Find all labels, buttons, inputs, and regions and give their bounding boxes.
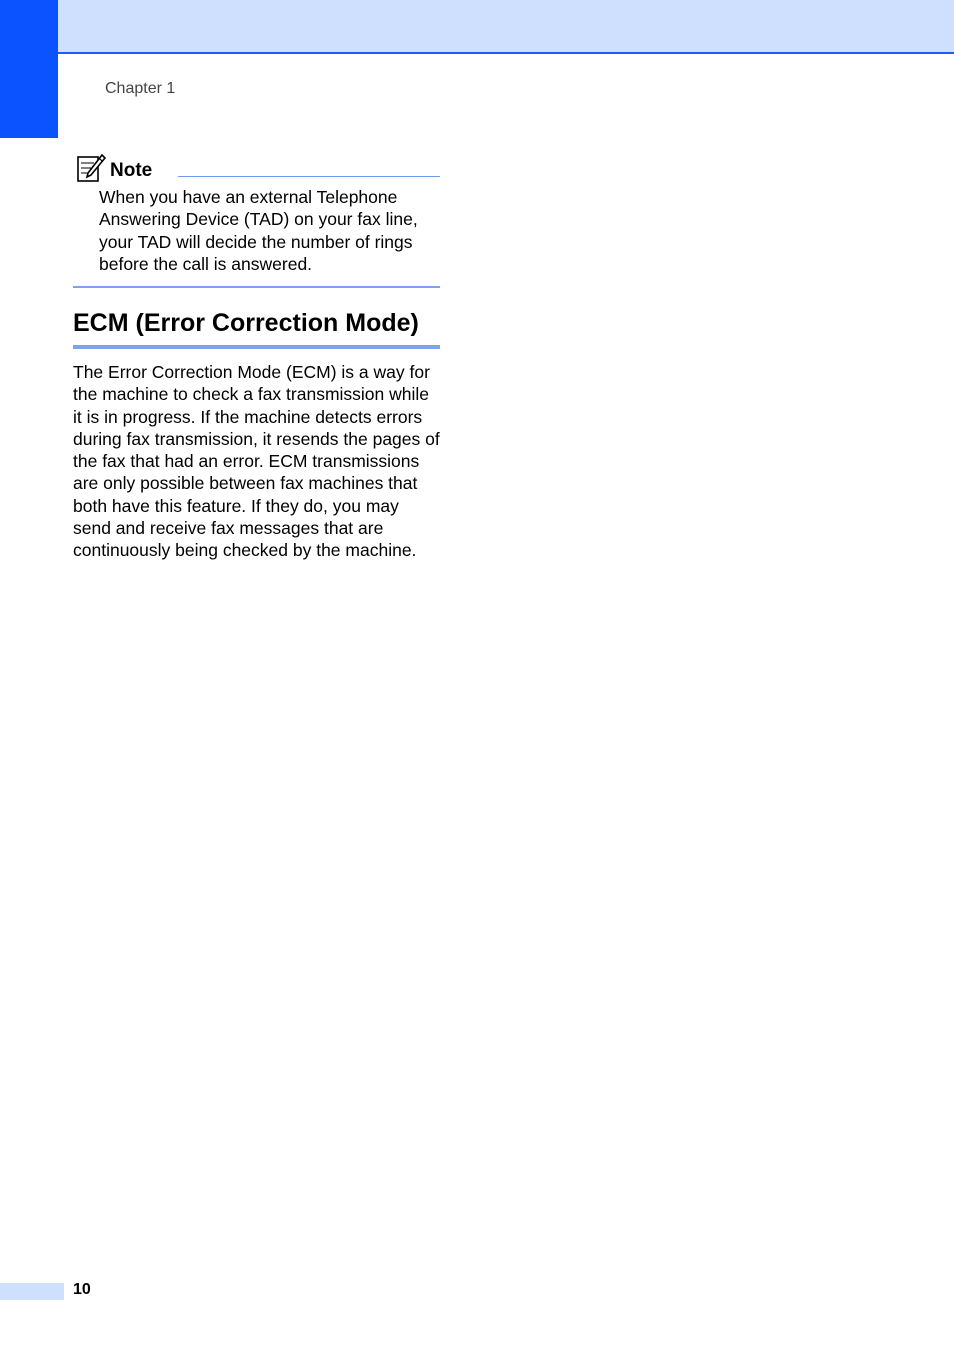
note-pencil-icon [76, 153, 106, 183]
note-divider-top [178, 176, 440, 177]
header-band [58, 0, 954, 54]
note-title: Note [110, 160, 153, 181]
section-body: The Error Correction Mode (ECM) is a way for the machine to check a fax transmission while it is in progress. If the machine detects errors during fax transmission, it resends the pages of the fax that had an error. ECM transmissions are only possible between fax machines that both have this feature. If they do, you may send and receive fax messages that are continuously being checked by the machine. [73, 362, 440, 561]
note-divider-bottom [73, 286, 440, 288]
page-number: 10 [73, 1281, 91, 1298]
section-heading: ECM (Error Correction Mode) [73, 309, 419, 337]
heading-underline [73, 345, 440, 349]
footer-band [0, 1283, 64, 1300]
chapter-tab [0, 0, 58, 138]
note-text: When you have an external Telephone Answering Device (TAD) on your fax line, your TAD will decide the number of rings before the call is answered. [99, 187, 418, 275]
chapter-label: Chapter 1 [105, 80, 176, 97]
